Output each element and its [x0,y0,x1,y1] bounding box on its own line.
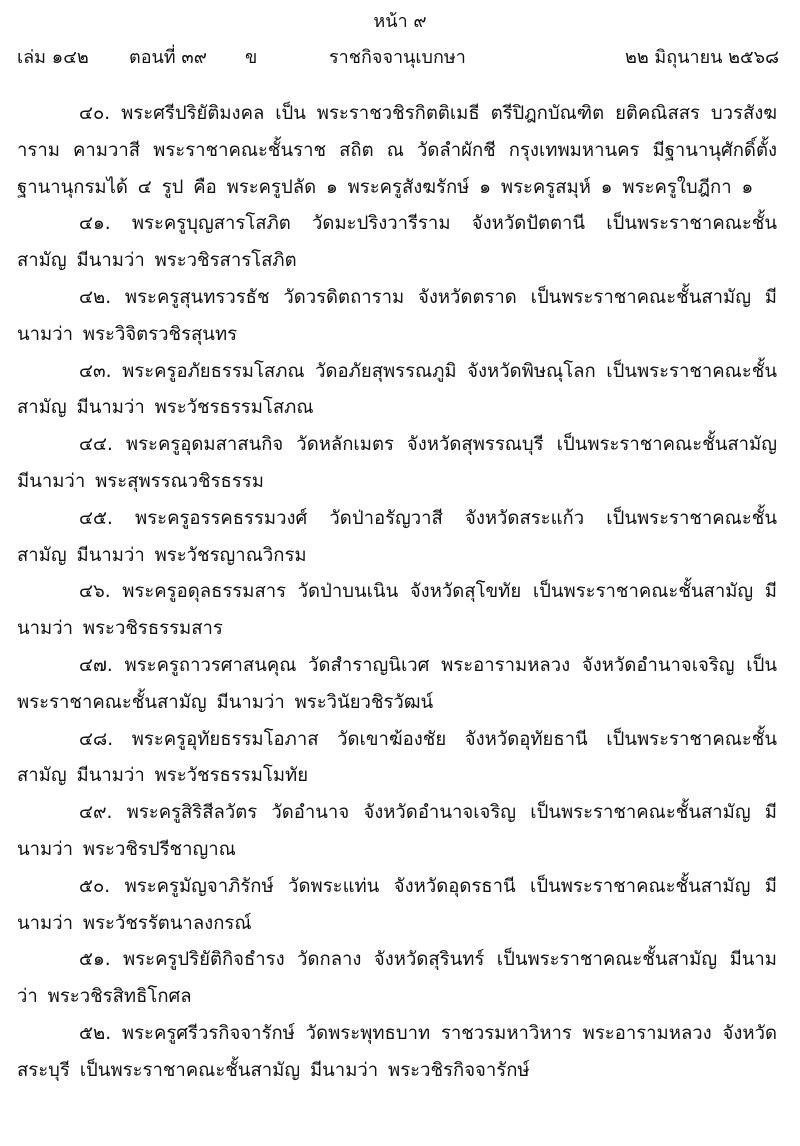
appointment-entry-41: ๔๑. พระครูบุญสารโสภิต วัดมะปริงวารีราม จังหวัดปัตตานี เป็นพระราชาคณะชั้นสามัญ มีนามว่า พระวชิรสารโสภิต [17,213,777,272]
volume-number: เล่ม ๑๔๒ [17,47,89,68]
appointment-entry-48: ๔๘. พระครูอุทัยธรรมโอภาส วัดเขาฆ้องชัย จังหวัดอุทัยธานี เป็นพระราชาคณะชั้นสามัญ มีนามว่า พระวัชรธรรมโมทัย [17,728,777,787]
gazette-title: ราชกิจจานุเบกษา [329,47,466,68]
appointment-entry-49: ๔๙. พระครูสิริสีลวัตร วัดอำนาจ จังหวัดอำนาจเจริญ เป็นพระราชาคณะชั้นสามัญ มีนามว่า พระวชิรปรีชาญาณ [17,802,777,860]
appointment-entry-42: ๔๒. พระครูสุนทรวรธัช วัดวรดิตถาราม จังหวัดตราด เป็นพระราชาคณะชั้นสามัญ มีนามว่า พระวิจิตรวชิรสุนทร [17,286,777,345]
series-letter: ข [245,47,258,68]
appointment-entry-44: ๔๔. พระครูอุดมสาสนกิจ วัดหลักเมตร จังหวัดสุพรรณบุรี เป็นพระราชาคณะชั้นสามัญ มีนามว่า พระสุพรรณวชิรธรรม [17,434,777,492]
section-number: ตอนที่ ๓๙ [129,47,207,68]
page-number: หน้า ๙ [373,11,427,32]
appointment-entry-40: ๔๐. พระศรีปริยัติมงคล เป็น พระราชวชิรกิตติเมธี ตรีปิฎกบัณฑิต ยติคณิสสร บวรสังฆาราม คามวาสี พระราชาคณะชั้นราช สถิต ณ วัดลำผักชี กรุงเทพมหานคร มีฐานานุศักดิ์ตั้งฐานานุกรมได้ ๔ รูป คือ พระครูปลัด ๑ พระครูสังฆรักษ์ ๑ พระครูสมุห์ ๑ พระครูใบฎีกา ๑ [17,103,777,198]
publication-date: ๒๒ มิถุนายน ๒๕๖๘ [624,47,779,68]
appointment-entry-52: ๕๒. พระครูศรีวรกิจจารักษ์ วัดพระพุทธบาท ราชวรมหาวิหาร พระอารามหลวง จังหวัดสระบุรี เป็นพระราชาคณะชั้นสามัญ มีนามว่า พระวชิรกิจจารักษ์ [17,1022,777,1081]
appointment-list [17,96,777,1090]
appointment-entry-47: ๔๗. พระครูถาวรศาสนคุณ วัดสำราญนิเวศ พระอารามหลวง จังหวัดอำนาจเจริญ เป็นพระราชาคณะชั้นสามัญ มีนามว่า พระวินัยวชิรวัฒน์ [17,654,777,713]
appointment-entry-50: ๕๐. พระครูมัญจาภิรักษ์ วัดพระแท่น จังหวัดอุดรธานี เป็นพระราชาคณะชั้นสามัญ มีนามว่า พระวัชรรัตนาลงกรณ์ [17,875,777,934]
appointment-entry-43: ๔๓. พระครูอภัยธรรมโสภณ วัดอภัยสุพรรณภูมิ จังหวัดพิษณุโลก เป็นพระราชาคณะชั้นสามัญ มีนามว่า พระวัชรธรรมโสภณ [17,360,777,419]
appointment-entry-45: ๔๕. พระครูอรรคธรรมวงศ์ วัดป่าอรัญวาสี จังหวัดสระแก้ว เป็นพระราชาคณะชั้นสามัญ มีนามว่า พระวัชรญาณวิกรม [17,507,777,566]
gazette-header [17,44,779,72]
appointment-entry-51: ๕๑. พระครูปริยัติกิจธำรง วัดกลาง จังหวัดสุรินทร์ เป็นพระราชาคณะชั้นสามัญ มีนามว่า พระวชิรสิทธิโกศล [17,949,777,1008]
appointment-entry-46: ๔๖. พระครูอดุลธรรมสาร วัดป่าบนเนิน จังหวัดสุโขทัย เป็นพระราชาคณะชั้นสามัญ มีนามว่า พระวชิรธรรมสาร [17,581,777,640]
